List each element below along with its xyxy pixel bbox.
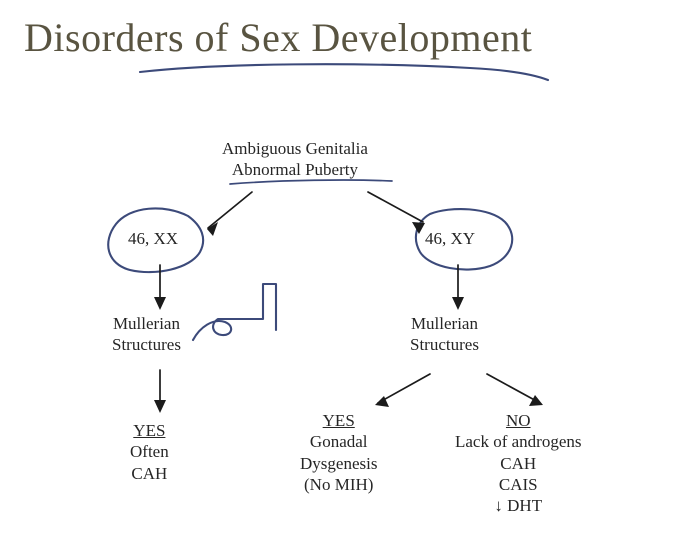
node-yes-left bbox=[130, 420, 169, 484]
node-no-right-line4: CAIS bbox=[498, 474, 538, 494]
node-yes-right-line3: Dysgenesis bbox=[300, 453, 378, 473]
edge-mullerian-right-to-no bbox=[487, 374, 540, 403]
node-yes-left-line2: Often bbox=[130, 442, 169, 462]
node-46-xx: 46, XX bbox=[128, 229, 179, 248]
node-mullerian-left-line2: Structures bbox=[112, 335, 181, 355]
node-no-right-heading: NO bbox=[505, 411, 531, 430]
edge-root-to-xy bbox=[368, 192, 423, 222]
page-title: Disorders of Sex Development bbox=[24, 15, 533, 60]
node-mullerian-structures-right bbox=[410, 313, 479, 356]
node-no-right-line5: ↓ DHT bbox=[494, 496, 543, 515]
node-root-line2: Abnormal Puberty bbox=[231, 160, 358, 180]
node-mullerian-right-line2: Structures bbox=[410, 335, 479, 355]
node-root-line1: Ambiguous Genitalia bbox=[222, 139, 368, 158]
node-no-right-line3: CAH bbox=[500, 453, 537, 473]
node-yes-right-line4: (No MIH) bbox=[304, 474, 374, 494]
node-yes-right-line2: Gonadal bbox=[309, 432, 368, 452]
node-mullerian-structures-left bbox=[112, 313, 181, 356]
ink-title-underline bbox=[140, 64, 548, 80]
edge-root-to-xx bbox=[208, 192, 252, 228]
arrowhead-mullerian-left-to-yes bbox=[154, 400, 166, 413]
node-root bbox=[222, 138, 368, 181]
node-yes-right-heading: YES bbox=[322, 411, 355, 430]
arrowhead-root-to-xy bbox=[412, 222, 425, 234]
node-yes-left-line3: CAH bbox=[131, 463, 168, 483]
node-no-right-line2: Lack of androgens bbox=[455, 432, 582, 452]
node-mullerian-left-line1: Mullerian bbox=[112, 314, 180, 333]
node-no-right bbox=[455, 410, 582, 516]
node-mullerian-right-line1: Mullerian bbox=[410, 314, 478, 333]
ink-root-underline bbox=[230, 180, 392, 184]
node-yes-right bbox=[300, 410, 377, 495]
arrowhead-mullerian-right-to-no bbox=[529, 395, 543, 406]
arrowhead-root-to-xx bbox=[207, 222, 218, 236]
arrowhead-xy-to-mullerian-right bbox=[452, 297, 464, 310]
edge-mullerian-right-to-yes bbox=[378, 374, 430, 403]
ink-bracket-left-mullerian bbox=[193, 284, 276, 340]
node-46-xy: 46, XY bbox=[425, 229, 476, 248]
arrowhead-xx-to-mullerian-left bbox=[154, 297, 166, 310]
node-yes-left-heading: YES bbox=[133, 421, 166, 440]
arrowhead-mullerian-right-to-yes bbox=[375, 396, 389, 407]
